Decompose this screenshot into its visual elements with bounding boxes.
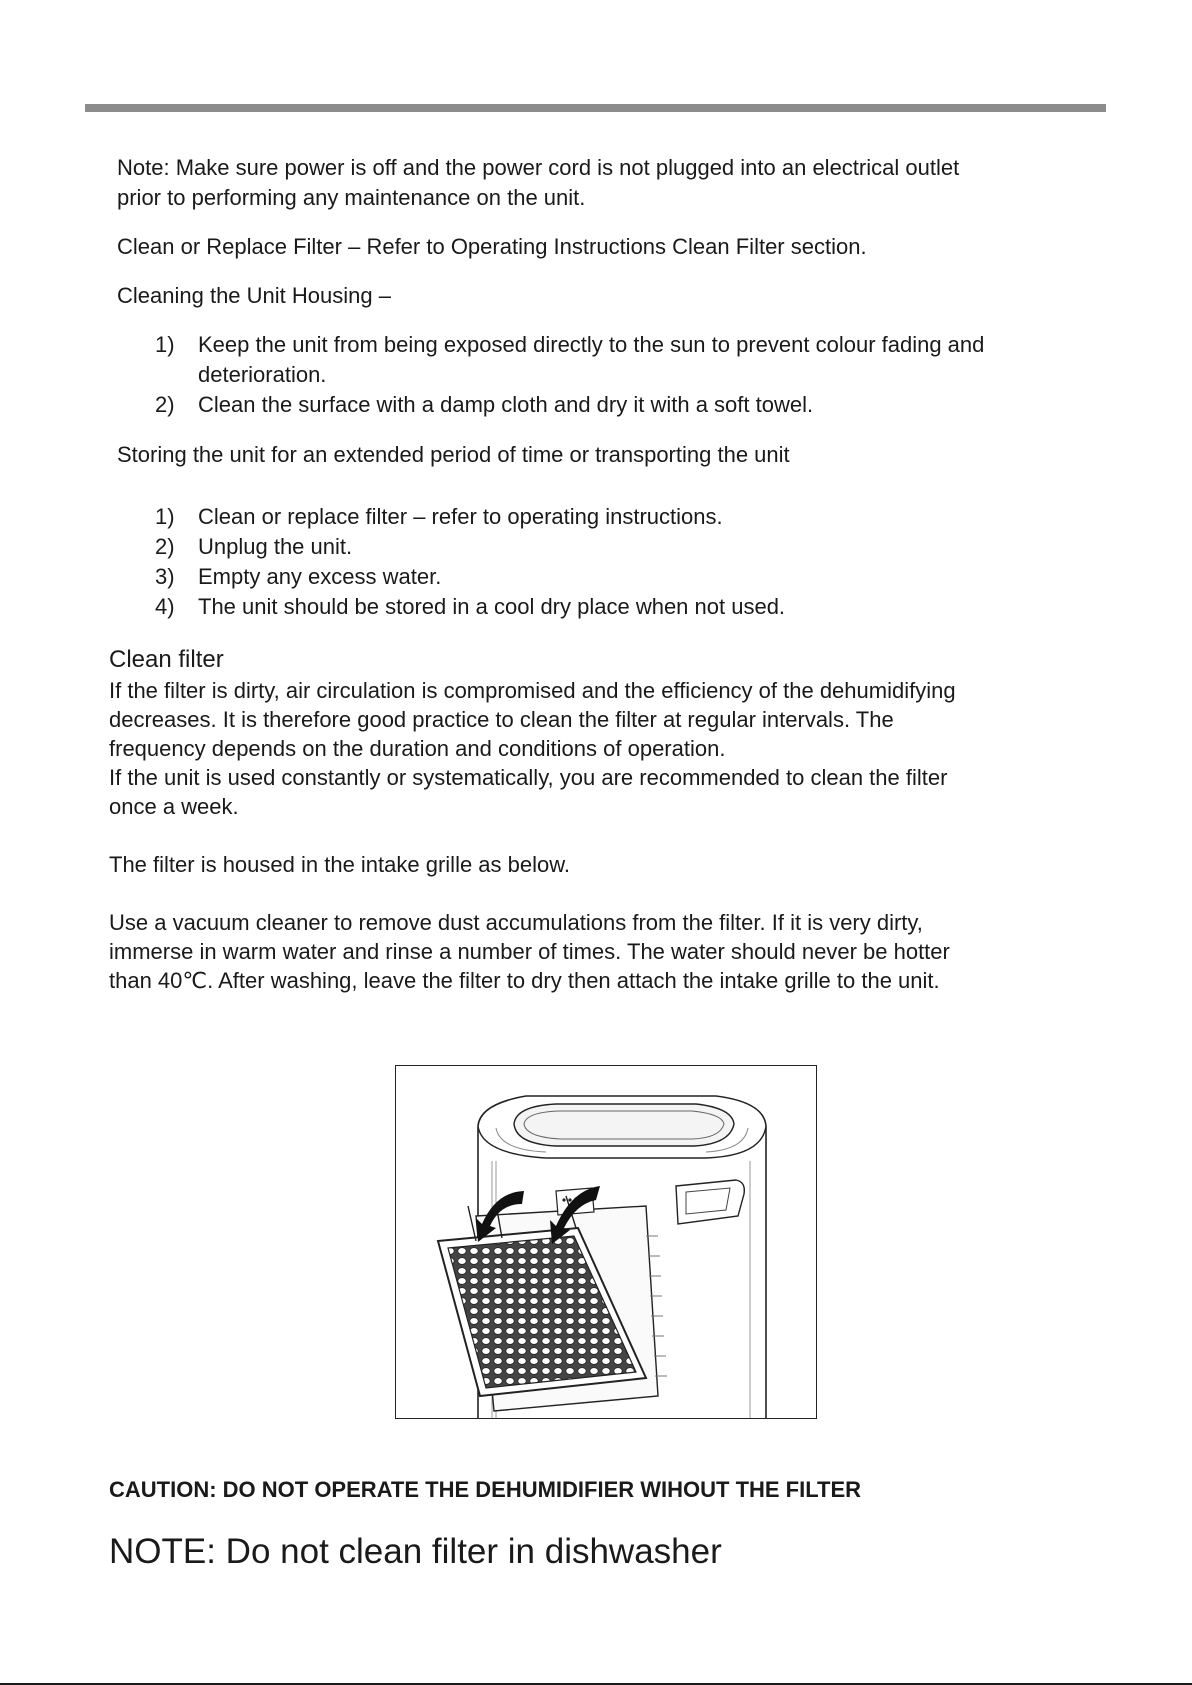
list-item bbox=[155, 592, 1095, 622]
paragraph-line: If the filter is dirty, air circulation is compromised and the efficiency of the dehumidifying bbox=[109, 678, 956, 703]
paragraph-line: immerse in warm water and rinse a number of times. The water should never be hotter bbox=[109, 939, 950, 964]
paragraph-line: than 40℃. After washing, leave the filter to dry then attach the intake grille to the unit. bbox=[109, 968, 940, 993]
clean-replace-filter-text: Clean or Replace Filter – Refer to Operating Instructions Clean Filter section. bbox=[117, 234, 867, 259]
paragraph-line: frequency depends on the duration and conditions of operation. bbox=[109, 736, 726, 761]
list-text: Clean the surface with a damp cloth and dry it with a soft towel. bbox=[198, 392, 814, 417]
paragraph-line: once a week. bbox=[109, 794, 239, 819]
list-number: 3) bbox=[155, 564, 175, 589]
cleaning-housing-list bbox=[155, 330, 1095, 420]
filter-location-text: The filter is housed in the intake grille as below. bbox=[109, 852, 571, 877]
clean-filter-paragraph bbox=[109, 676, 1109, 821]
list-text: Empty any excess water. bbox=[198, 564, 442, 589]
caution-text: CAUTION: DO NOT OPERATE THE DEHUMIDIFIER WIHOUT THE FILTER bbox=[109, 1477, 862, 1502]
list-text: Unplug the unit. bbox=[198, 534, 353, 559]
cleaning-housing-title: Cleaning the Unit Housing – bbox=[117, 283, 391, 308]
list-item bbox=[155, 502, 1095, 532]
list-item bbox=[155, 330, 1095, 390]
paragraph-line: Use a vacuum cleaner to remove dust accumulations from the filter. If it is very dirty, bbox=[109, 910, 923, 935]
paragraph-line: decreases. It is therefore good practice to clean the filter at regular intervals. The bbox=[109, 707, 894, 732]
header-rule bbox=[85, 104, 1106, 112]
list-number: 2) bbox=[155, 534, 175, 559]
list-number: 1) bbox=[155, 332, 175, 357]
storing-list bbox=[155, 502, 1095, 622]
list-number: 1) bbox=[155, 504, 175, 529]
note-line-2: prior to performing any maintenance on the unit. bbox=[117, 185, 586, 210]
list-text: The unit should be stored in a cool dry place when not used. bbox=[198, 594, 786, 619]
list-number: 4) bbox=[155, 594, 175, 619]
list-text: Clean or replace filter – refer to operating instructions. bbox=[198, 504, 723, 529]
list-text: deterioration. bbox=[198, 362, 327, 387]
list-item bbox=[155, 562, 1095, 592]
storing-title: Storing the unit for an extended period of time or transporting the unit bbox=[117, 442, 790, 467]
list-number: 2) bbox=[155, 392, 175, 417]
maintenance-note bbox=[117, 153, 1117, 213]
washing-instructions bbox=[109, 908, 1109, 995]
note-line-1: Note: Make sure power is off and the power cord is not plugged into an electrical outlet bbox=[117, 155, 960, 180]
list-item bbox=[155, 532, 1095, 562]
dishwasher-note: NOTE: Do not clean filter in dishwasher bbox=[109, 1532, 722, 1571]
clean-filter-heading: Clean filter bbox=[109, 646, 224, 673]
paragraph-line: If the unit is used constantly or systematically, you are recommended to clean the filter bbox=[109, 765, 948, 790]
list-item bbox=[155, 390, 1095, 420]
list-text: Keep the unit from being exposed directly to the sun to prevent colour fading and bbox=[198, 332, 985, 357]
filter-removal-illustration bbox=[395, 1065, 817, 1419]
dehumidifier-drawing bbox=[396, 1066, 816, 1418]
